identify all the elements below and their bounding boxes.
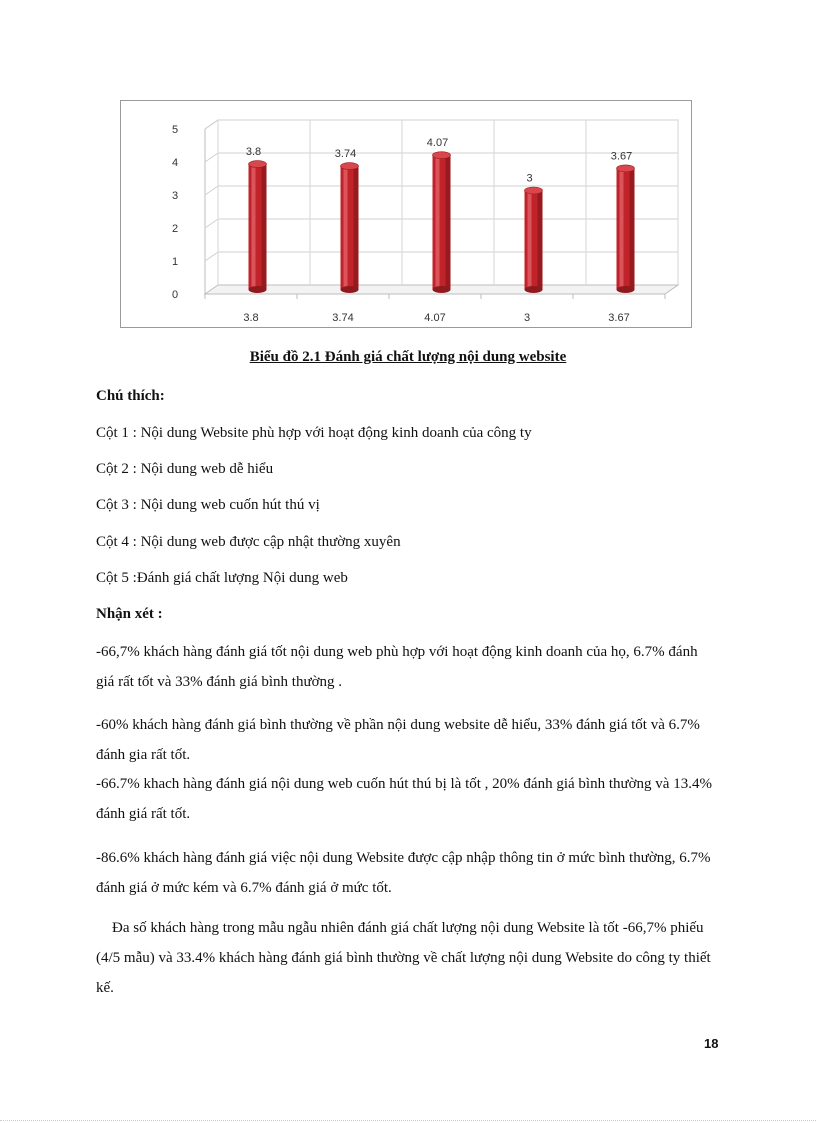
bar-top-cap <box>341 163 359 170</box>
legend-item-4: Cột 4 : Nội dung web được cập nhật thường xuyên <box>96 534 401 550</box>
bar-highlight <box>344 166 348 289</box>
bar-base-cap <box>249 286 267 293</box>
y-tick-label: 0 <box>171 289 179 301</box>
y-tick-label: 5 <box>171 124 179 136</box>
footer-divider <box>0 1120 816 1121</box>
gridline-side <box>205 186 218 195</box>
bar-highlight <box>620 168 624 289</box>
page-number: 18 <box>704 1036 719 1051</box>
bar-data-label: 3.67 <box>610 150 633 163</box>
remark-paragraph-2: -60% khách hàng đánh giá bình thường về phần nội dung website dễ hiểu, 33% đánh giá tốt và 6.7% đánh gia rất tốt. <box>96 717 700 763</box>
bar-data-label: 3.74 <box>334 148 357 161</box>
legend-heading: Chú thích: <box>96 388 165 404</box>
bar-highlight <box>436 155 440 289</box>
legend-item-5: Cột 5 :Đánh giá chất lượng Nội dung web <box>96 570 348 586</box>
bar-shade <box>630 168 635 289</box>
bar-top-cap <box>617 165 635 172</box>
bar-base-cap <box>525 286 543 293</box>
x-tick-label: 3.74 <box>332 312 354 324</box>
remark-paragraph-1: -66,7% khách hàng đánh giá tốt nội dung web phù hợp với hoạt động kinh doanh của họ, 6.7% đánh giá rất tốt và 33% đánh giá bình thường . <box>96 644 698 690</box>
y-tick-label: 4 <box>171 157 179 169</box>
legend-item-1: Cột 1 : Nội dung Website phù hợp với hoạt động kinh doanh của công ty <box>96 425 532 441</box>
bar-data-label: 3.8 <box>245 146 262 159</box>
bar-top-cap <box>249 161 267 168</box>
gridline-side <box>205 252 218 261</box>
bar-base-cap <box>341 286 359 293</box>
legend-item-3: Cột 3 : Nội dung web cuốn hút thú vị <box>96 497 320 513</box>
remark-paragraph-3: -66.7% khach hàng đánh giá nội dung web cuốn hút thú bị là tốt , 20% đánh giá bình thường và 13.4% đánh giá rất tốt. <box>96 776 712 822</box>
x-tick-label: 3 <box>523 312 531 324</box>
bar-top-cap <box>525 187 543 194</box>
gridline-side <box>205 219 218 228</box>
bar-shade <box>262 164 267 289</box>
legend-item-2: Cột 2 : Nội dung web dễ hiểu <box>96 461 274 477</box>
bar-highlight <box>252 164 256 289</box>
remarks-heading: Nhận xét : <box>96 606 163 622</box>
x-tick-label: 3.8 <box>243 312 259 324</box>
conclusion-paragraph: Đa số khách hàng trong mẫu ngẫu nhiên đánh giá chất lượng nội dung Website là tốt -66,7% phiếu (4/5 mẫu) và 33.4% khách hàng đánh giá bình thường về chất lượng nội dung Website do công ty thiết kế. <box>96 920 711 996</box>
y-tick-label: 2 <box>171 223 179 235</box>
chart-caption: Biểu đồ 2.1 Đánh giá chất lượng nội dung website <box>249 349 567 365</box>
bar-base-cap <box>433 286 451 293</box>
bar-chart <box>120 100 692 328</box>
bar-base-cap <box>617 286 635 293</box>
y-tick-label: 3 <box>171 190 179 202</box>
x-tick-label: 4.07 <box>424 312 446 324</box>
bar-top-cap <box>433 152 451 159</box>
bar-data-label: 3 <box>526 172 533 185</box>
bar-shade <box>538 191 543 290</box>
bar-data-label: 4.07 <box>426 137 449 150</box>
x-tick-label: 3.67 <box>608 312 630 324</box>
gridline-side <box>205 120 218 129</box>
remark-paragraph-4: -86.6% khách hàng đánh giá việc nội dung Website được cập nhập thông tin ở mức bình thường, 6.7% đánh giá ở mức kém và 6.7% đánh giá ở mức tốt. <box>96 850 711 896</box>
bar-shade <box>354 166 359 289</box>
y-tick-label: 1 <box>171 256 179 268</box>
chart-canvas <box>121 101 693 329</box>
gridline-side <box>205 153 218 162</box>
bar-shade <box>446 155 451 289</box>
bar-highlight <box>528 191 532 290</box>
